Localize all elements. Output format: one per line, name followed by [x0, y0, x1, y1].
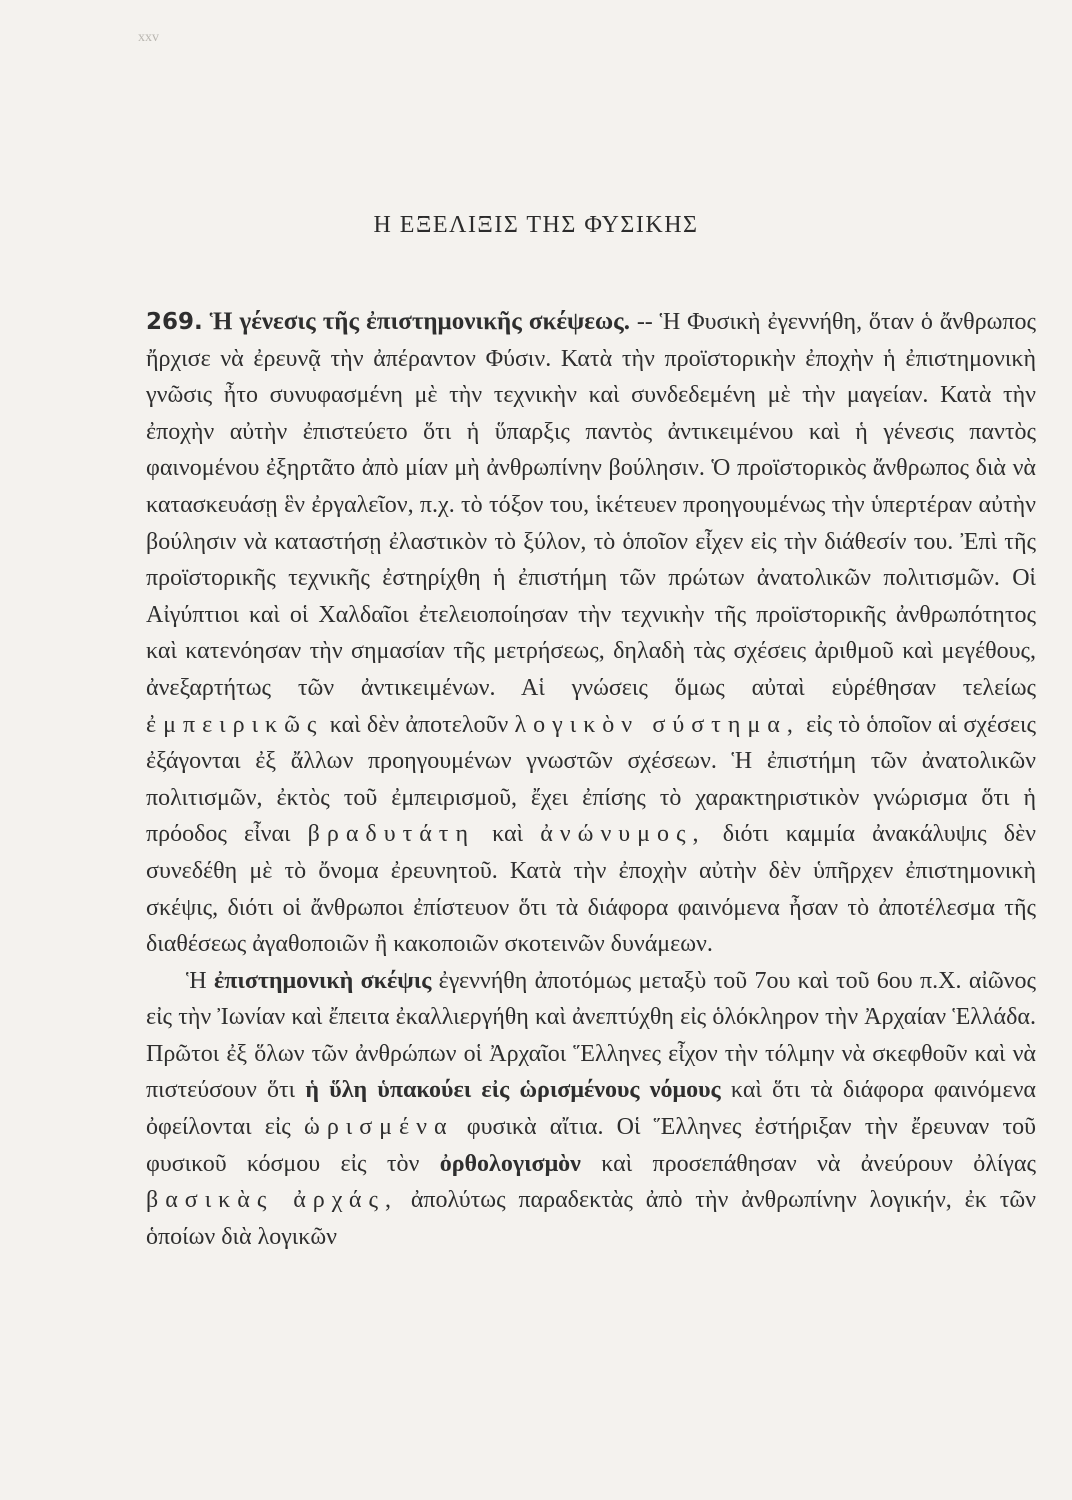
page-corner-mark: xxv [138, 30, 159, 45]
spaced-emphasis: βασικὰς ἀρχάς, [146, 1187, 398, 1214]
text-run: ἀπολύτως παραδεκτὰς ἀπὸ τὴν ἀνθρωπίνην λογικήν, ἐκ τῶν ὁποίων διὰ λογικῶν [146, 1187, 1037, 1250]
text-run: καὶ ὅτι τὰ διάφορα φαινόμενα ὀφείλονται εἰς [146, 1077, 1036, 1141]
text-run: καὶ προσεπάθησαν νὰ ἀνεύρουν ὀλίγας [580, 1150, 1036, 1177]
text-run: καὶ δὲν ἀποτελοῦν [323, 711, 515, 738]
paragraph-2 [146, 963, 1036, 1256]
text-run: Ἡ [186, 967, 214, 994]
text-run: διότι καμμία ἀνακάλυψις δὲν συνεδέθη μὲ τὸ ὄνομα ἐρευνητοῦ. Κατὰ τὴν ἐποχὴν αὐτὴν δὲν ὑπῆρχεν ἐπιστημονικὴ σκέψις, διότι οἱ ἄνθρωποι ἐπίστευον ὅτι τὰ διάφορα φαινόμενα ἦσαν τὸ ἀποτέλεσμα τῆς διαθέσεως ἀγαθοποιῶν ἢ κακοποιῶν σκοτεινῶν δυνάμεων. [146, 821, 1036, 958]
chapter-title: Η ΕΞΕΛΙΞΙΣ ΤΗΣ ΦΥΣΙΚΗΣ [373, 212, 699, 238]
section-number: 269. [146, 309, 203, 335]
spaced-emphasis: ἐμπειρικῶς [146, 711, 324, 738]
spaced-emphasis: βραδυτάτη [307, 821, 475, 848]
section-heading: Ἡ γένεσις τῆς ἐπιστημονικῆς σκέψεως. [209, 308, 630, 335]
text-run: καὶ [475, 821, 541, 848]
section-body [146, 304, 1036, 1255]
text-run: Ἡ Φυσικὴ ἐγεννήθη, ὅταν ὁ ἄνθρωπος ἤρχισε νὰ ἐρευνᾷ τὴν ἀπέραντον Φύσιν. Κατὰ τὴν προϊστορικὴν ἐποχὴν ἡ ἐπιστημονικὴ γνῶσις ἦτο συνυφασμένη μὲ τὴν τεχνικὴν καὶ συνδεδεμένη μὲ τὴν μαγείαν. Κατὰ τὴν ἐποχὴν αὐτὴν ἐπιστεύετο ὅτι ἡ ὕπαρξις παντὸς ἀντικειμένου καὶ ἡ γένεσις παντὸς φαινομένου ἐξηρτᾶτο ἀπὸ μίαν μὴ ἀνθρωπίνην βούλησιν. Ὁ προϊστορικὸς ἄνθρωπος διὰ νὰ κατασκευάσῃ ἓν ἐργαλεῖον, π.χ. τὸ τόξον του, ἱκέτευεν προηγουμένως τὴν ὑπερτέραν αὐτὴν βούλησιν νὰ καταστήσῃ ἐλαστικὸν τὸ ξύλον, τὸ ὁποῖον εἶχεν εἰς τὴν διάθεσίν του. Ἐπὶ τῆς προϊστορικῆς τεχνικῆς ἐστηρίχθη ἡ ἐπιστήμη τῶν πρώτων ἀνατολικῶν πολιτισμῶν. Οἱ Αἰγύπτιοι καὶ οἱ Χαλδαῖοι ἐτελειοποίησαν τὴν τεχνικὴν τῆς προϊστορικῆς ἀνθρωπότητος καὶ κατενόησαν τὴν σημασίαν τῆς μετρήσεως, δηλαδὴ τὰς σχέσεις ἀριθμοῦ καὶ μεγέθους, ἀνεξαρτήτως τῶν ἀντικειμένων. Αἱ γνώσεις ὅμως αὐταὶ εὑρέθησαν τελείως [146, 309, 1037, 701]
text-run: ἐγεννήθη ἀποτόμως μεταξὺ τοῦ 7ου καὶ τοῦ 6ου π.Χ. αἰῶνος εἰς τὴν Ἰωνίαν καὶ ἔπειτα ἐκαλλιεργήθη καὶ ἀνεπτύχθη εἰς ὁλόκληρον τὴν Ἀρχαίαν Ἑλλάδα. Πρῶτοι ἐξ ὅλων τῶν ἀνθρώπων οἱ Ἀρχαῖοι Ἕλληνες εἶχον τὴν τόλμην νὰ σκεφθοῦν καὶ νὰ πιστεύσουν ὅτι [146, 967, 1036, 1104]
bold-emphasis: ὀρθολογισμὸν [439, 1150, 581, 1177]
spaced-emphasis: λογικὸν σύστημα, [514, 711, 800, 738]
spaced-emphasis: ὡρισμένα [304, 1114, 454, 1141]
spaced-emphasis: ἀνώνυμος, [540, 821, 706, 848]
text-run: εἰς τὸ ὁποῖον αἱ σχέσεις ἐξάγονται ἐξ ἄλλων προηγουμένων γνωστῶν σχέσεων. Ἡ ἐπιστήμη τῶν ἀνατολικῶν πολιτισμῶν, ἐκτὸς τοῦ ἐμπειρισμοῦ, ἔχει ἐπίσης τὸ χαρακτηριστικὸν γνώρισμα ὅτι ἡ πρόοδος εἶναι [146, 711, 1037, 848]
bold-emphasis: ἡ ὕλη ὑπακούει εἰς ὡρισμένους νόμους [305, 1077, 721, 1104]
text-run: φυσικὰ αἴτια. Οἱ Ἕλληνες ἐστήριξαν τὴν ἔρευναν τοῦ φυσικοῦ κόσμου εἰς τὸν [146, 1114, 1037, 1177]
paragraph-1 [146, 304, 1036, 963]
heading-dash: -- [629, 309, 660, 335]
bold-emphasis: ἐπιστημονικὴ σκέψις [213, 967, 432, 994]
